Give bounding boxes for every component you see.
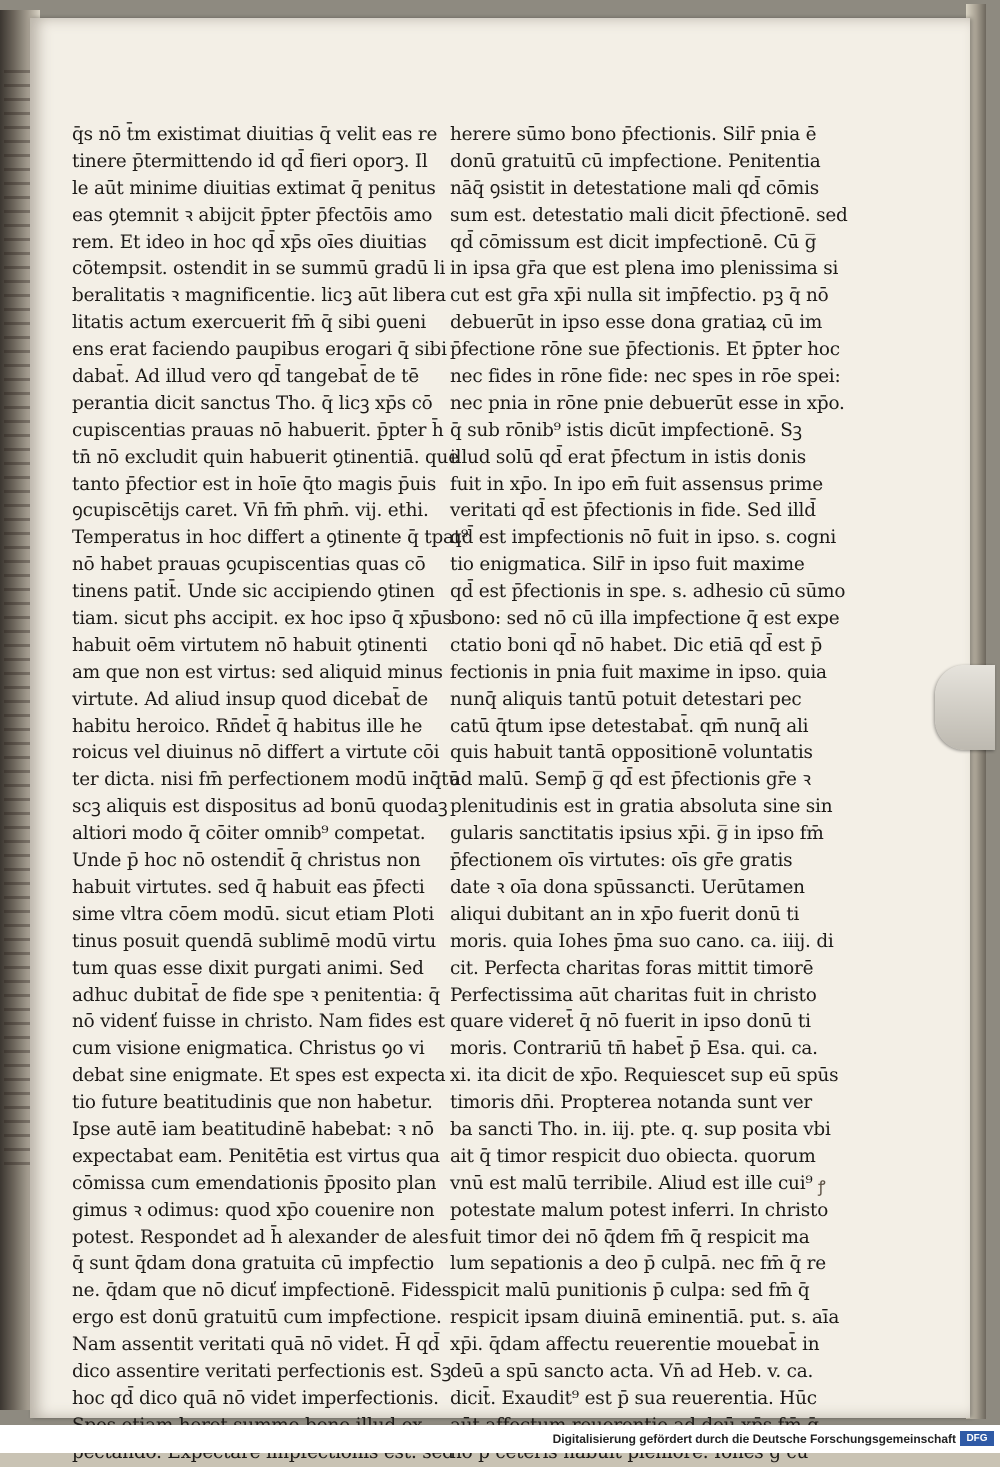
text-line: Temperatus in hoc differt a ꝯtinente q̄ tpat⁹ [72,527,469,549]
text-line: beralitatis ꝛ magnificentie. licꝫ aūt libera [72,285,446,307]
text-line: virtute. Ad aliud insup quod dicebat̄ de [72,688,428,710]
text-line: respicit ipsam diuinā eminentiā. put. s. aīa [450,1307,840,1329]
catchword-mark-icon: ꝭ [818,1177,826,1196]
text-line: tinere p̄termittendo id qd̄ fieri oporꝫ. Il [72,150,428,172]
text-line: tn̄ nō excludit quin habuerit ꝯtinentiā. que [72,446,459,468]
text-line: debat sine enigmate. Et spes est expecta [72,1065,446,1087]
text-line: vnū est malū terribile. Aliud est ille cui⁹ [450,1172,813,1194]
text-line: ba sancti Tho. in. iij. pte. q. sup posita vbi [450,1118,831,1140]
text-line: spicit malū punitionis p̄ culpa: sed fm̄ q̄ [450,1280,810,1302]
text-line: perantia dicit sanctus Tho. q̄ licꝫ xp̄s cō [72,392,433,414]
text-line: eas ꝯtemnit ꝛ abijcit p̄pter p̄fectōis amo [72,204,433,226]
text-line: deū a spū sancto acta. Vn̄ ad Heb. v. ca. [450,1360,814,1382]
text-line: adhuc dubitat̄ de fide spe ꝛ penitentia: q̄ [72,984,440,1006]
text-line: herere sūmo bono p̄fectionis. Silr̄ pnia ē [450,124,817,145]
text-line: tiam. sicut phs accipit. ex hoc ipso q̄ xp̄us [72,608,452,630]
text-line: am que non est virtus: sed aliquid minus [72,661,443,683]
text-line: fuit in xp̄o. In ipo em̄ fuit assensus prime [450,473,823,495]
text-line: quare videret̄ q̄ nō fuerit in ipso donū ti [450,1011,811,1033]
text-line: catū q̄tum ipse detestabat̄. qm̄ nunq̄ ali [450,715,809,737]
text-line: fectionis in pnia fuit maxime in ipso. quia [450,661,827,683]
text-line: xp̄i. q̄dam affectu reuerentie mouebat̄ in [450,1334,820,1356]
text-line: plenitudinis est in gratia absoluta sine sin [450,796,833,818]
text-line: moris. Contrariū tn̄ habet̄ p̄ Esa. qui. ca. [450,1038,818,1060]
text-line: cōmissa cum emendationis p̄posito plan [72,1172,437,1194]
text-line: tum quas esse dixit purgati animi. Sed [72,957,424,979]
text-line: gimus ꝛ odimus: quod xp̄o couenire non [72,1199,435,1221]
text-line: tio future beatitudinis que non habetur. [72,1092,433,1114]
text-line: dico assentire veritati perfectionis est. Sꝫ [72,1360,452,1382]
text-line: debuerūt in ipso esse dona gratiaꝝ cū im [450,312,823,334]
text-line: nec pnia in rōne pnie debuerūt esse in xp̄o. [450,392,845,414]
text-line: p̄fectione rōne sue p̄fectionis. Et p̄pter hoc [450,339,840,361]
text-line: litatis actum exercuerit fm̄ q̄ sibi ꝯueni [72,312,427,334]
text-line: p̄fectionem oīs virtutes: oīs gr̄e gratis [450,850,793,872]
text-line: nāq̄ ꝯsistit in detestatione mali qd̄ cōmis [450,177,820,199]
text-line: nō videnť fuisse in christo. Nam fides est [72,1011,445,1033]
text-line: in ipsa gr̄a que est plena imo plenissima si [450,258,839,280]
text-line: nec fides in rōne fide: nec spes in rōe spei: [450,366,841,388]
bleed-through-text [4,70,32,1170]
left-text-column [72,122,469,1467]
text-line: xi. ita dicit de xp̄o. Requiescet sup eū spūs [450,1065,839,1087]
text-line: altiori modo q̄ cōiter omnib⁹ competat. [72,823,426,845]
text-line: ꝯcupiscētijs caret. Vn̄ fm̄ phm̄. vij. ethi. [72,500,429,522]
text-line: habitu heroico. Rn̄det̄ q̄ habitus ille he [72,715,423,737]
text-line: cit. Perfecta charitas foras mittit timorē [450,957,814,979]
text-line: ctatio boni qd̄ nō habet. Dic etiā qd̄ est p̄ [450,634,823,656]
text-line: ter dicta. nisi fm̄ perfectionem modū inq̄tū [72,769,460,791]
text-line: potest. Respondet ad h̄ alexander de ales [72,1226,449,1248]
text-line: nunq̄ aliquis tantū potuit detestari pec [450,688,802,710]
text-line: gularis sanctitatis ipsius xp̄i. g̅ in ipso fm̄ [450,823,824,845]
text-line: cōtempsit. ostendit in se summū gradū li [72,258,446,280]
text-line: Unde p̄ hoc nō ostendit̄ q̄ christus non [72,850,421,872]
text-line: sum est. detestatio mali dicit p̄fectionē. sed [450,204,848,226]
text-line: nō habet prauas ꝯcupiscentias quas cō [72,554,426,576]
text-line: quis habuit tantā oppositionē voluntatis [450,742,813,764]
dfg-logo: DFG [960,1431,994,1446]
text-line: qd̄ est p̄fectionis in spe. s. adhesio cū sūmo [450,581,846,603]
digitization-footer [0,1425,1000,1453]
text-line: qd̄ est impfectionis nō fuit in ipso. s. cogni [450,527,837,549]
text-line: tinens patit̄. Unde sic accipiendo ꝯtinen [72,581,435,603]
text-line: moris. quia Iohes p̄ma suo cano. ca. iiij. di [450,930,834,952]
text-line: qd̄ cōmissum est dicit impfectionē. Cū g̅ [450,231,817,253]
text-line: q̄ sunt q̄dam dona gratuita cū impfectio [72,1253,434,1275]
text-line: fuit timor dei nō q̄dem fm̄ q̄ respicit ma [450,1226,810,1248]
text-line: cut est gr̄a xp̄i nulla sit imp̄fectio. pꝫ q̄ nō [450,285,829,307]
text-line: sime vltra cōem modū. sicut etiam Ploti [72,903,435,925]
page-clip-holder [935,665,995,750]
text-line: date ꝛ oīa dona spūssancti. Uerūtamen [450,876,805,898]
text-line: habuit oēm virtutem nō habuit ꝯtinenti [72,634,428,656]
text-line: expectabat eam. Penitētia est virtus qua [72,1145,440,1167]
footer-credit: Digitalisierung gefördert durch die Deutsche Forschungsgemeinschaft [552,1432,956,1446]
text-line: bono: sed nō cū illa impfectione q̄ est expe [450,608,840,630]
text-line: rem. Et ideo in hoc qd̄ xp̄s oīes diuitias [72,231,427,253]
text-line: hoc qd̄ dico quā nō videt imperfectionis. [72,1387,439,1409]
text-line: lum sepationis a deo p̄ culpā. nec fm̄ q̄ re [450,1253,826,1275]
text-line: habuit virtutes. sed q̄ habuit eas p̄fecti [72,876,425,898]
text-line: tio enigmatica. Silr̄ in ipso fuit maxime [450,554,805,576]
text-line: donū gratuitū cū impfectione. Penitentia [450,150,821,172]
text-line: scꝫ aliquis est dispositus ad bonū quodaꝫ [72,796,448,818]
text-line: ens erat faciendo paupibus erogari q̄ sibi [72,339,447,361]
text-line: dabat̄. Ad illud vero qd̄ tangebat̄ de tē [72,366,419,388]
text-line: roicus vel diuinus nō differt a virtute cōi [72,742,440,764]
text-line: potestate malum potest inferri. In christo [450,1199,829,1221]
right-text-column [450,122,848,1467]
text-line: timoris dn̄i. Propterea notanda sunt ver [450,1092,813,1114]
text-line: q̄ sub rōnib⁹ istis dicūt impfectionē. Sꝫ [450,419,802,441]
text-line: ad malū. Semp̄ g̅ qd̄ est p̄fectionis gr̄e ꝛ [450,769,811,791]
text-line: cum visione enigmatica. Christus ꝯo vi [72,1038,425,1060]
text-line: le aūt minime diuitias extimat q̄ penitus [72,177,436,199]
text-line: q̄s nō t̄m existimat diuitias q̄ velit eas re [72,124,438,145]
text-line: ne. q̄dam que nō dicuť impfectionē. Fides [72,1280,451,1302]
text-line: veritati qd̄ est p̄fectionis in fide. Sed illd̄ [450,500,816,522]
text-line: dicit̄. Exaudit⁹ est p̄ sua reuerentia. Hūc [450,1387,817,1409]
text-line: Perfectissima aūt charitas fuit in christo [450,984,817,1006]
text-line: tanto p̄fectior est in hoīe q̄to magis p̄uis [72,473,437,495]
text-line: cupiscentias prauas nō habuerit. p̄pter h̄ [72,419,444,441]
text-line: illud solū qd̄ erat p̄fectum in istis donis [450,446,806,468]
text-line: aliqui dubitant an in xp̄o fuerit donū ti [450,903,800,925]
text-line: tinus posuit quendā sublimē modū virtu [72,930,437,952]
text-line: ergo est donū gratuitū cum impfectione. [72,1307,442,1329]
text-line: ait q̄ timor respicit duo obiecta. quorum [450,1145,816,1167]
text-line: Nam assentit veritati quā nō videt. H̄ qd̄ [72,1334,440,1356]
text-line: Ipse autē iam beatitudinē habebat: ꝛ nō [72,1118,434,1140]
